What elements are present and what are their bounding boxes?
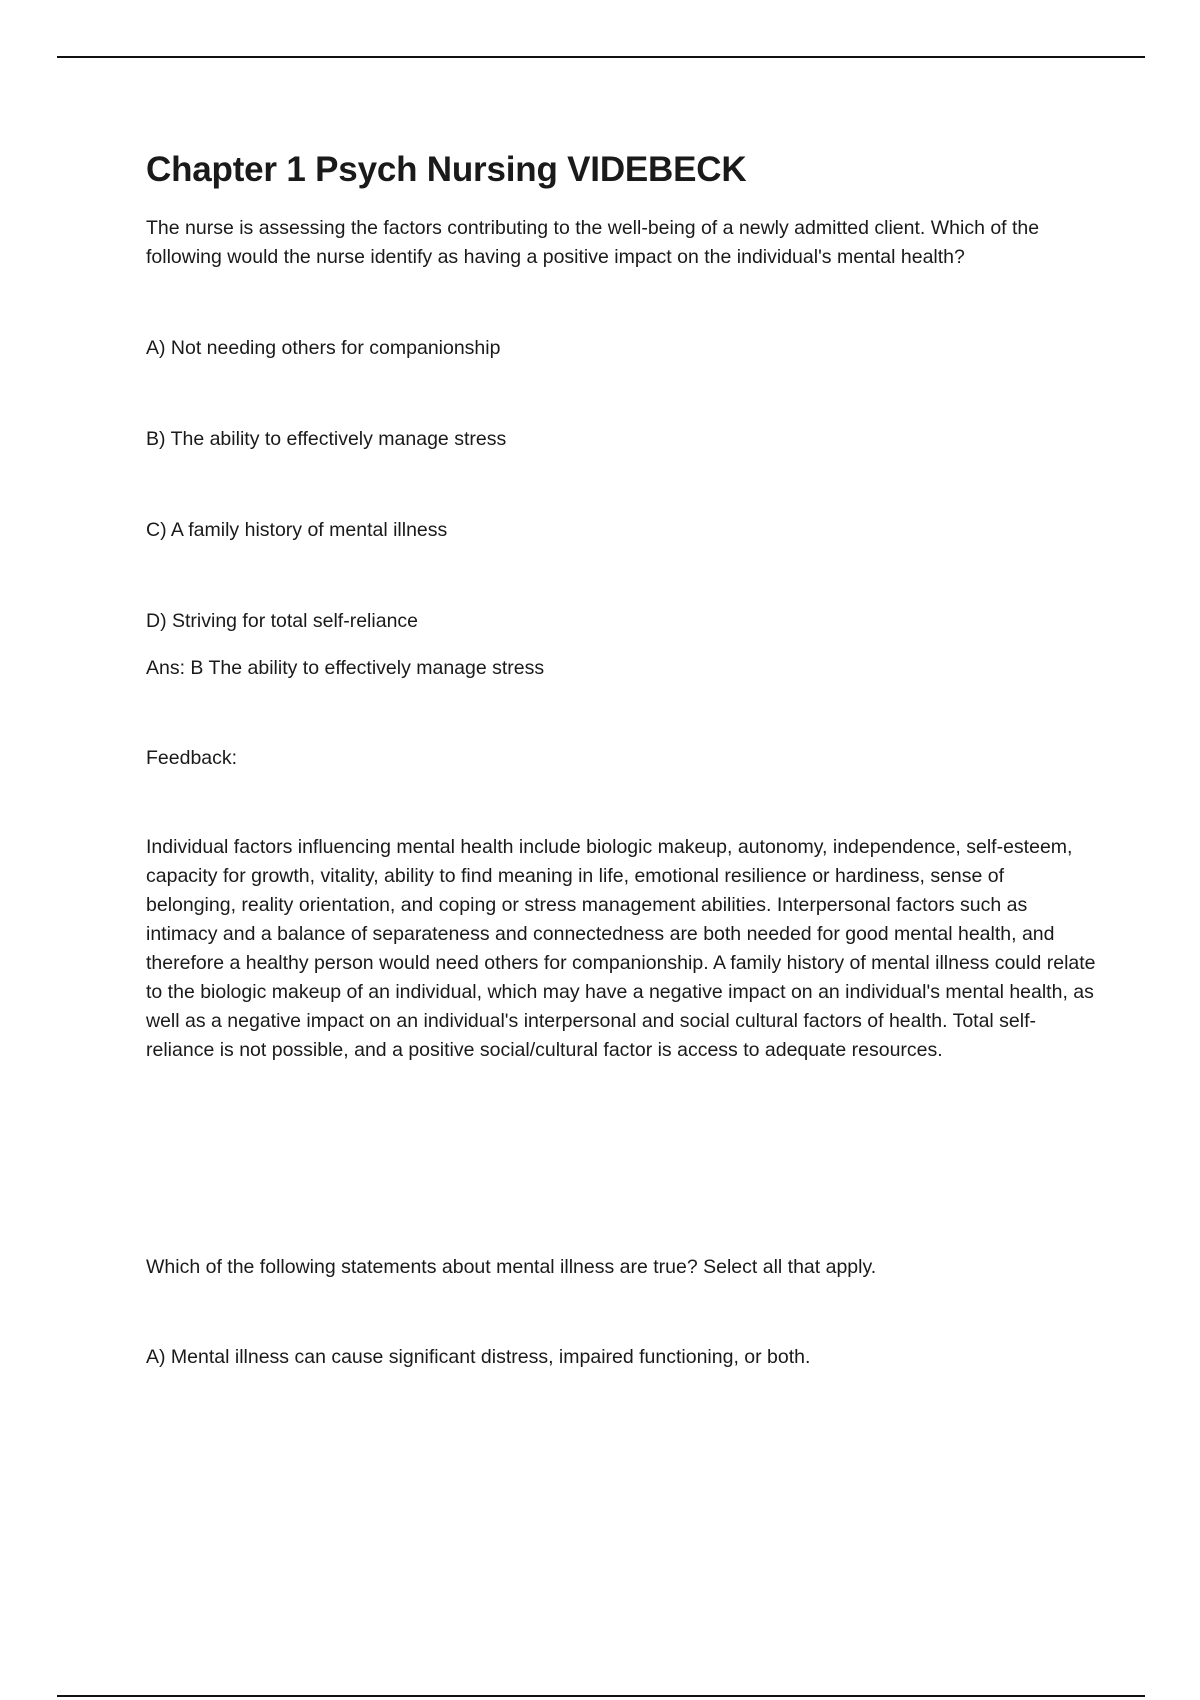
question-2-option-a: A) Mental illness can cause significant distress, impaired functioning, or both. [146,1346,811,1368]
header-rule [57,56,1145,58]
question-1-option-c: C) A family history of mental illness [146,519,448,541]
question-1-option-d: D) Striving for total self-reliance [146,610,419,632]
question-1-stem: The nurse is assessing the factors contributing to the well-being of a newly admitted client. Which of the following would the nurse identify as having a positive impact on the individual's mental health? [146,217,1040,268]
question-1-option-b: B) The ability to effectively manage stress [146,428,507,450]
document-title: Chapter 1 Psych Nursing VIDEBECK [146,150,747,189]
feedback-text: Individual factors influencing mental health include biologic makeup, autonomy, independence, self-esteem, capacity for growth, vitality, ability to find meaning in life, emotional resilience or hardiness, sense of belonging, reality orientation, and coping or stress management abilities. Interpersonal factors such as intimacy and a balance of separateness and connectedness are both needed for good mental health, and therefore a healthy person would need others for companionship. A family history of mental illness could relate to the biologic makeup of an individual, which may have a negative impact on an individual's mental health, as well as a negative impact on an individual's interpersonal and social cultural factors of health. Total self-reliance is not possible, and a positive social/cultural factor is access to adequate resources. [146,836,1096,1061]
feedback-label: Feedback: [146,747,238,769]
question-2-stem: Which of the following statements about mental illness are true? Select all that apply. [146,1256,877,1278]
footer-rule [57,1695,1145,1697]
question-1-option-a: A) Not needing others for companionship [146,337,501,359]
question-1-answer: Ans: B The ability to effectively manage stress [146,657,545,679]
